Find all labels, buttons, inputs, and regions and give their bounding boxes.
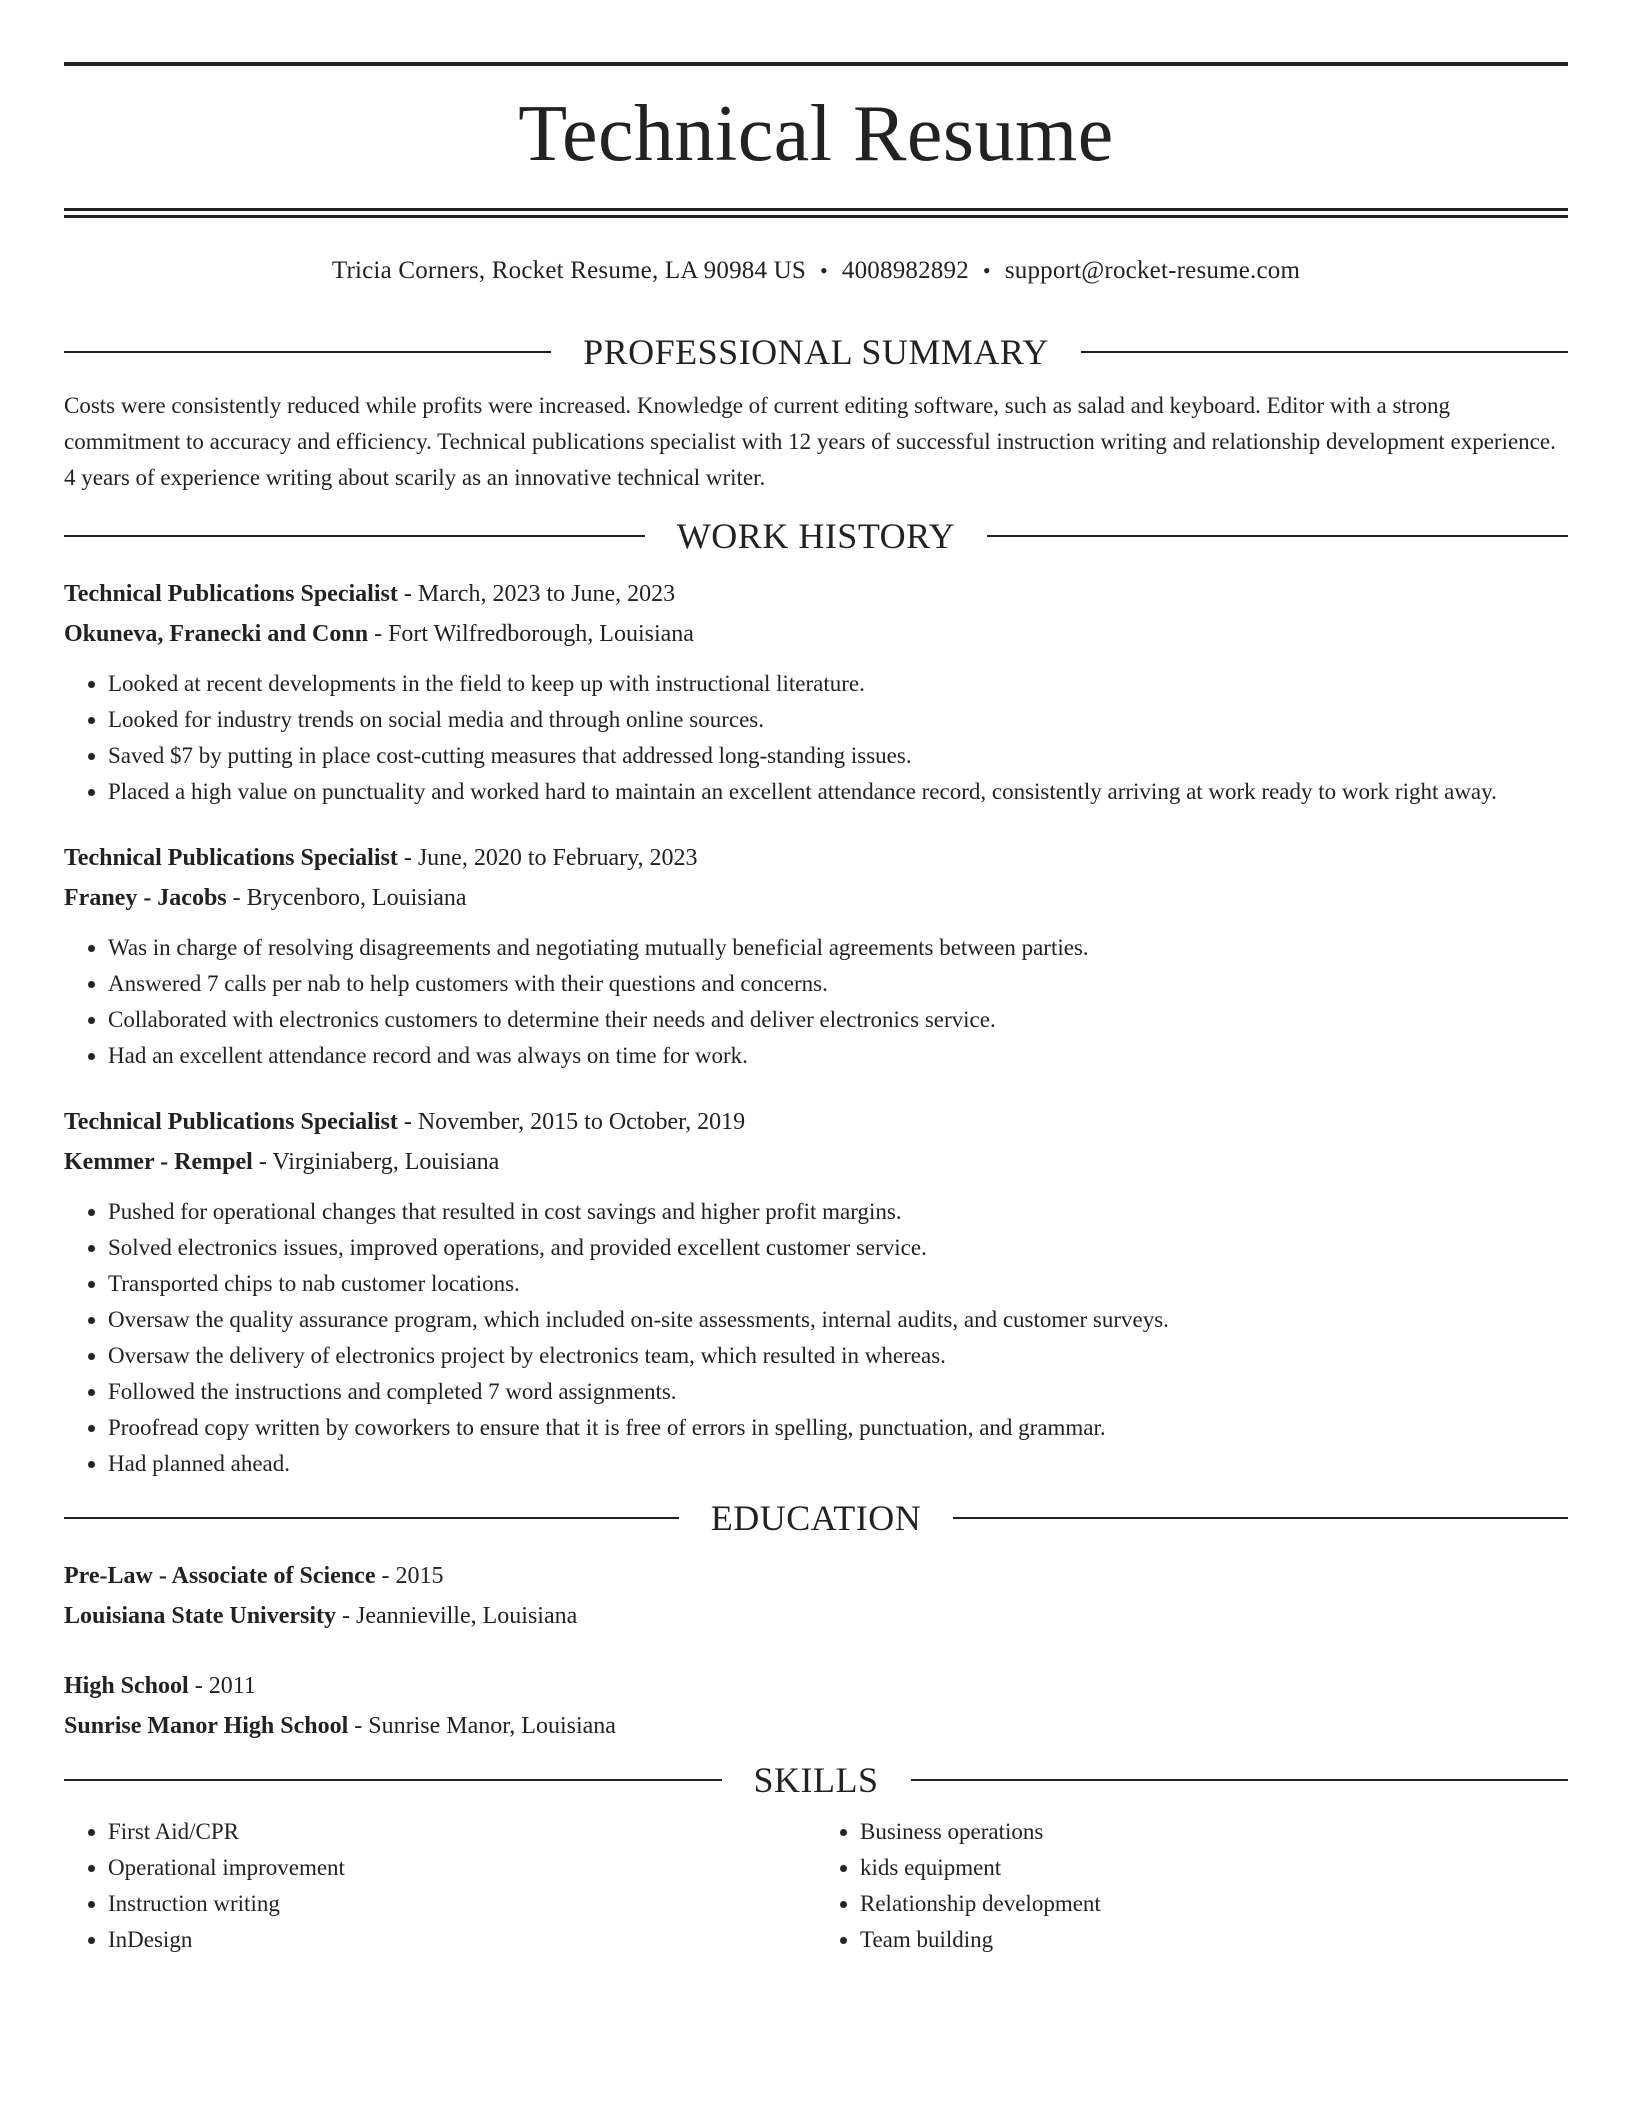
job-bullets: [64, 666, 1568, 810]
list-item: • Placed a high value on punctuality and worked hard to maintain an excellent attendance record, consistently arriving at work ready to work right away.: [108, 774, 1568, 810]
job-entry: [64, 838, 1568, 1074]
job-company-line: [64, 1142, 1568, 1182]
list-item: • Was in charge of resolving disagreements and negotiating mutually beneficial agreements between parties.: [108, 930, 1568, 966]
top-rule: [64, 62, 1568, 66]
section-heading-summary: [64, 330, 1568, 374]
graduation-year: - 2011: [188, 1673, 256, 1699]
divider-line: [1081, 351, 1568, 353]
job-bullets: [64, 1194, 1568, 1482]
list-item: • Collaborated with electronics customers to determine their needs and deliver electronics service.: [108, 1002, 1568, 1038]
summary-text: Costs were consistently reduced while profits were increased. Knowledge of current editing software, such as salad and keyboard. Editor with a strong commitment to accuracy and efficiency. Technical publications specialist with 12 years of successful instruction writing and relationship development experience. 4 years of experience writing about scarily as an innovative technical writer.: [64, 393, 1556, 490]
job-title-line: [64, 1102, 1568, 1142]
skill-item: • Team building: [860, 1922, 1568, 1958]
skills-list: [64, 1814, 1568, 1958]
list-item: • Had an excellent attendance record and was always on time for work.: [108, 1038, 1568, 1074]
school-name: Louisiana State University: [64, 1603, 337, 1629]
job-company: Franey - Jacobs: [64, 885, 227, 911]
title-double-rule: [64, 208, 1568, 218]
skill-item: • kids equipment: [860, 1850, 1568, 1886]
job-location: - Virginiaberg, Louisiana: [252, 1149, 500, 1175]
job-bullets: [64, 930, 1568, 1074]
contact-email: support@rocket-resume.com: [1004, 257, 1301, 284]
list-item: • Transported chips to nab customer locations.: [108, 1266, 1568, 1302]
skill-item: • InDesign: [108, 1922, 816, 1958]
job-company-line: [64, 614, 1568, 654]
contact-line: [64, 254, 1568, 288]
section-title: PROFESSIONAL SUMMARY: [583, 332, 1049, 372]
education-entry: [64, 1666, 1568, 1746]
divider-line: [911, 1779, 1569, 1781]
school-name: Sunrise Manor High School: [64, 1713, 349, 1739]
job-title: Technical Publications Specialist: [64, 581, 398, 607]
job-title-line: [64, 574, 1568, 614]
contact-separator: •: [820, 258, 828, 283]
divider-line: [64, 535, 645, 537]
job-entry: [64, 574, 1568, 810]
divider-line: [64, 1779, 722, 1781]
education-entry: [64, 1556, 1568, 1636]
degree: Pre-Law - Associate of Science: [64, 1563, 376, 1589]
list-item: • Looked at recent developments in the field to keep up with instructional literature.: [108, 666, 1568, 702]
section-heading-skills: [64, 1758, 1568, 1802]
list-item: • Saved $7 by putting in place cost-cutting measures that addressed long-standing issues.: [108, 738, 1568, 774]
school-line: [64, 1596, 1568, 1636]
job-title: Technical Publications Specialist: [64, 845, 398, 871]
skills-column-left: [64, 1814, 816, 1958]
resume-title: Technical Resume: [518, 90, 1114, 178]
job-title: Technical Publications Specialist: [64, 1109, 398, 1135]
divider-line: [953, 1517, 1568, 1519]
job-company-line: [64, 878, 1568, 918]
degree: High School: [64, 1673, 189, 1699]
divider-line: [64, 1517, 679, 1519]
job-entry: [64, 1102, 1568, 1482]
list-item: • Had planned ahead.: [108, 1446, 1568, 1482]
list-item: • Oversaw the delivery of electronics project by electronics team, which resulted in whereas.: [108, 1338, 1568, 1374]
school-location: - Jeannieville, Louisiana: [336, 1603, 578, 1629]
section-title: EDUCATION: [710, 1498, 922, 1538]
list-item: • Looked for industry trends on social media and through online sources.: [108, 702, 1568, 738]
degree-line: [64, 1666, 1568, 1706]
job-location: - Fort Wilfredborough, Louisiana: [368, 621, 694, 647]
contact-separator: •: [982, 258, 991, 283]
degree-line: [64, 1556, 1568, 1596]
divider-line: [64, 351, 551, 353]
list-item: • Solved electronics issues, improved operations, and provided excellent customer service.: [108, 1230, 1568, 1266]
skill-item: • Business operations: [860, 1814, 1568, 1850]
list-item: • Followed the instructions and completed 7 word assignments.: [108, 1374, 1568, 1410]
skill-item: • First Aid/CPR: [108, 1814, 816, 1850]
contact-phone: 4008982892: [841, 257, 969, 284]
school-location: - Sunrise Manor, Louisiana: [348, 1713, 616, 1739]
job-title-line: [64, 838, 1568, 878]
job-dates: - March, 2023 to June, 2023: [397, 581, 676, 607]
skills-column-right: [816, 1814, 1568, 1958]
school-line: [64, 1706, 1568, 1746]
skill-item: • Relationship development: [860, 1886, 1568, 1922]
job-dates: - November, 2015 to October, 2019: [397, 1109, 746, 1135]
skill-item: • Operational improvement: [108, 1850, 816, 1886]
list-item: • Pushed for operational changes that resulted in cost savings and higher profit margins.: [108, 1194, 1568, 1230]
job-company: Okuneva, Franecki and Conn: [64, 621, 369, 647]
list-item: • Oversaw the quality assurance program, which included on-site assessments, internal audits, and customer surveys.: [108, 1302, 1568, 1338]
skill-item: • Instruction writing: [108, 1886, 816, 1922]
job-location: - Brycenboro, Louisiana: [226, 885, 467, 911]
graduation-year: - 2015: [375, 1563, 444, 1589]
job-company: Kemmer - Rempel: [64, 1149, 253, 1175]
list-item: • Answered 7 calls per nab to help customers with their questions and concerns.: [108, 966, 1568, 1002]
section-heading-work: [64, 514, 1568, 558]
divider-line: [987, 535, 1568, 537]
section-heading-education: [64, 1496, 1568, 1540]
list-item: • Proofread copy written by coworkers to ensure that it is free of errors in spelling, punctuation, and grammar.: [108, 1410, 1568, 1446]
contact-address: Tricia Corners, Rocket Resume, LA 90984 US: [331, 257, 806, 284]
job-dates: - June, 2020 to February, 2023: [397, 845, 698, 871]
section-title: WORK HISTORY: [676, 516, 956, 556]
section-title: SKILLS: [753, 1760, 879, 1800]
